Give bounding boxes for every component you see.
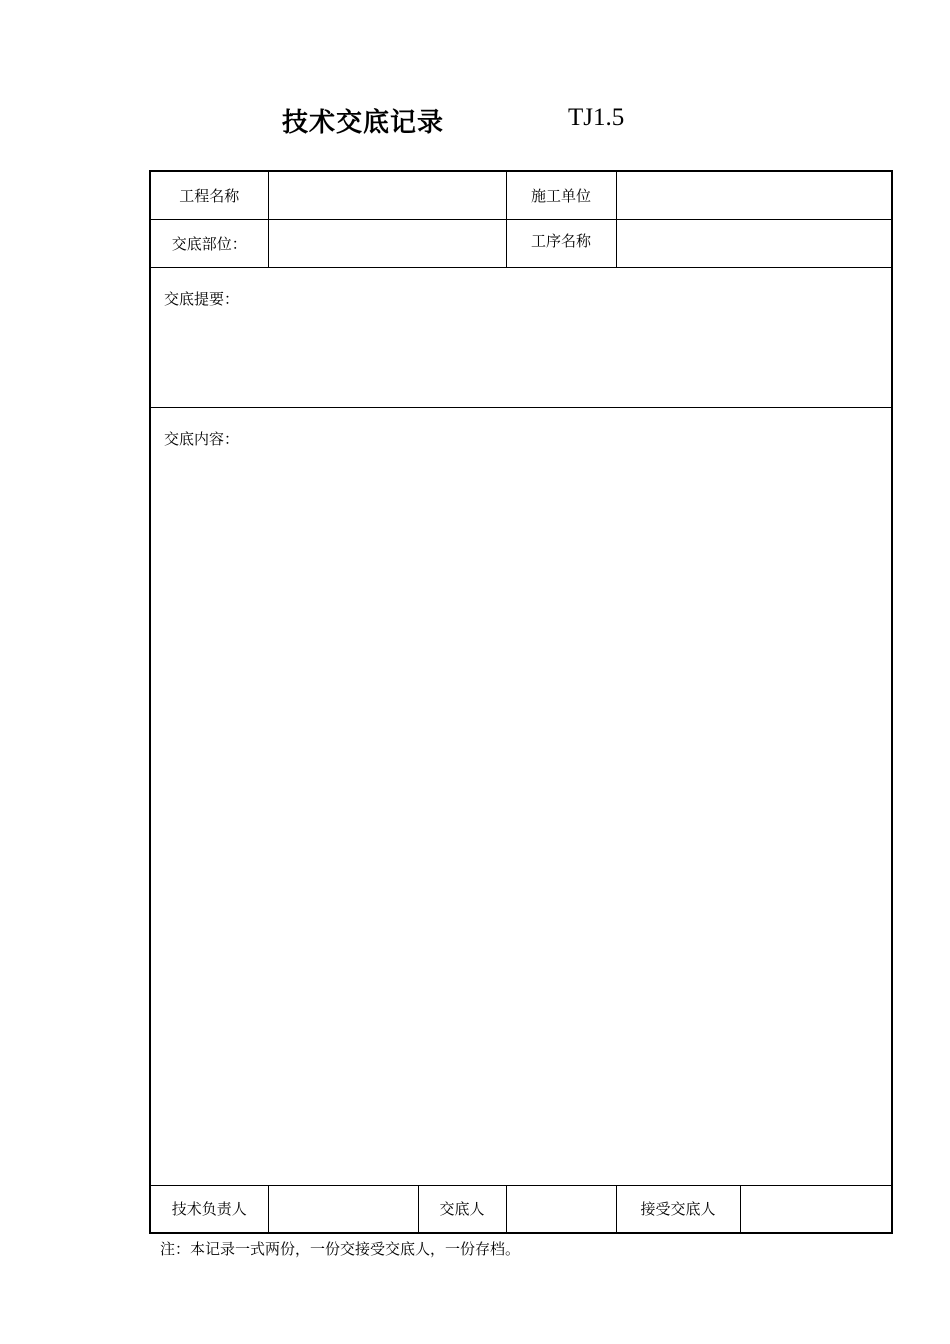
process-name-label: 工序名称: [506, 219, 616, 267]
receiver-label: 接受交底人: [616, 1185, 740, 1233]
form-code: TJ1.5: [568, 104, 625, 131]
tech-lead-label: 技术负责人: [150, 1185, 268, 1233]
construction-unit-label: 施工单位: [506, 171, 616, 219]
row-content: [150, 407, 892, 1185]
handover-location-field[interactable]: [268, 219, 506, 267]
row-location: [150, 219, 892, 267]
handover-record-table: [149, 170, 893, 1234]
row-signatures: [150, 1185, 892, 1233]
summary-area[interactable]: [150, 267, 892, 407]
process-name-field[interactable]: [616, 219, 892, 267]
handover-person-label: 交底人: [418, 1185, 506, 1233]
row-project: [150, 171, 892, 219]
project-name-field[interactable]: [268, 171, 506, 219]
handover-person-field[interactable]: [506, 1185, 616, 1233]
summary-label: 交底提要：: [164, 289, 240, 308]
footnote: 注：本记录一式两份，一份交接受交底人，一份存档。: [160, 1240, 521, 1258]
receiver-field[interactable]: [740, 1185, 892, 1233]
construction-unit-field[interactable]: [616, 171, 892, 219]
content-label: 交底内容：: [164, 429, 240, 448]
handover-location-label: 交底部位：: [150, 219, 268, 267]
tech-lead-field[interactable]: [268, 1185, 418, 1233]
content-area[interactable]: [150, 407, 892, 1185]
row-summary: [150, 267, 892, 407]
page-title: 技术交底记录: [282, 108, 445, 138]
project-name-label: 工程名称: [150, 171, 268, 219]
